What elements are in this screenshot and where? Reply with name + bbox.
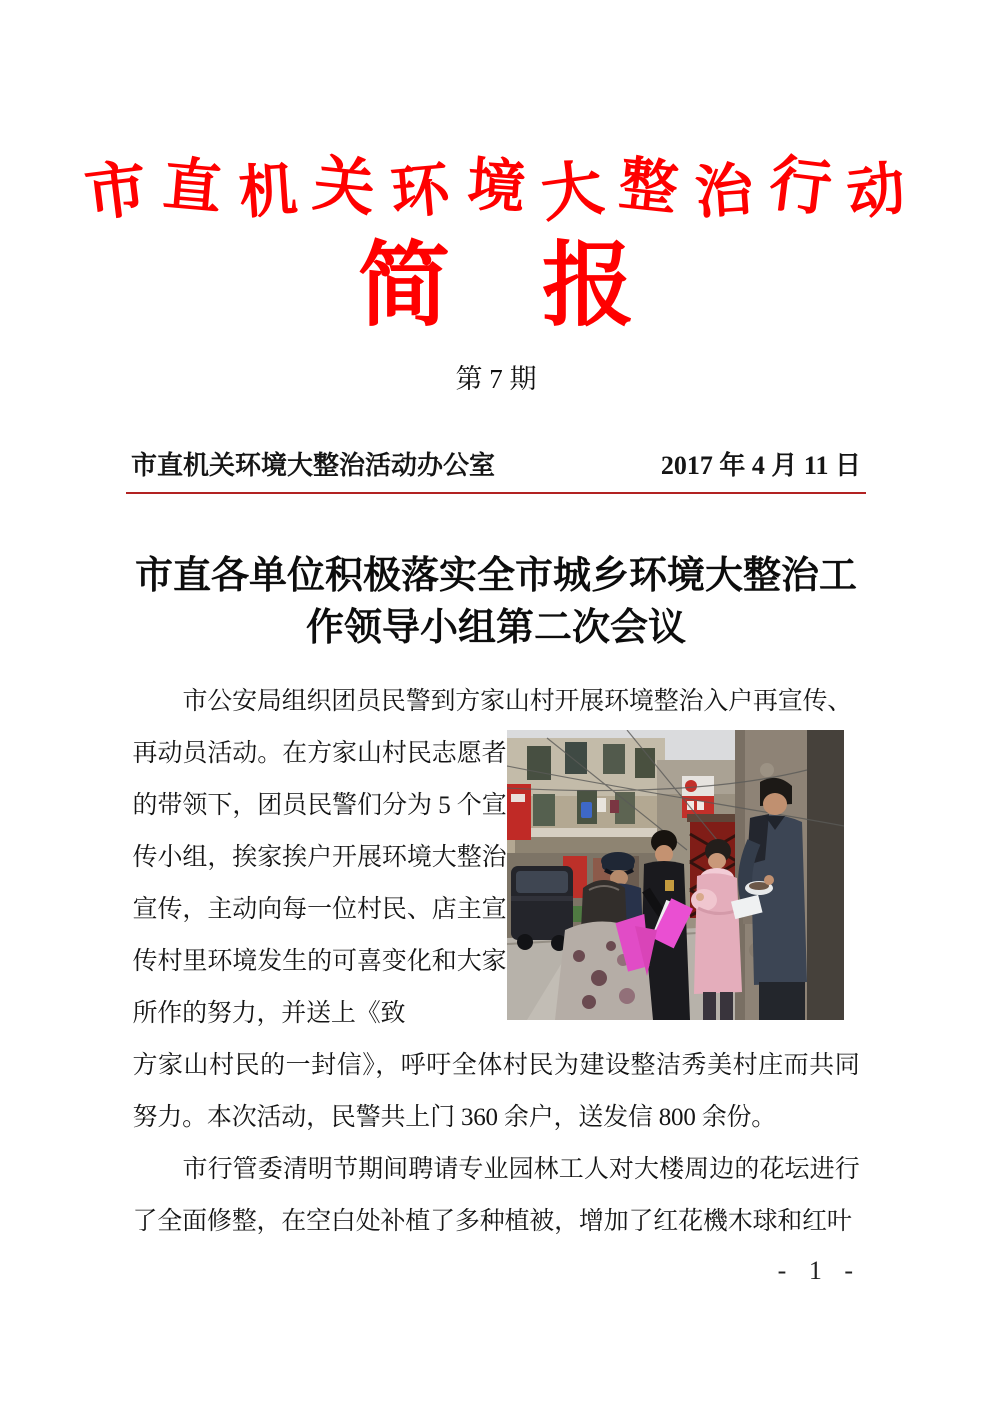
masthead-title-char: 治 bbox=[692, 157, 756, 226]
office-row bbox=[131, 450, 861, 482]
page-number: - 1 - bbox=[777, 1256, 861, 1285]
subtitle-char-bao: 报 bbox=[542, 235, 635, 337]
paragraph-1-lead-line: 市公安局组织团员民警到方家山村开展环境整治入户再宣传、 bbox=[182, 688, 853, 715]
paragraph-1-beside-photo: 再动员活动。在方家山村民志愿者的带领下，团员民警们分为 5 个宣传小组，挨家挨户开展环境大整治宣传，主动向每一位村民、店主宣传村里环境发生的可喜变化和大家所作的努力，并送上《致 bbox=[132, 740, 507, 1027]
masthead bbox=[0, 0, 992, 494]
paragraph-1-continued: 方家山村民的一封信》，呼吁全体村民为建设整洁秀美村庄而共同努力。本次活动，民警共上门 360 余户，送发信 800 余份。 bbox=[132, 1052, 860, 1131]
masthead-title bbox=[0, 148, 992, 230]
issue-date: 2017 年 4 月 11 日 bbox=[660, 451, 861, 480]
masthead-title-char: 机 bbox=[236, 157, 300, 226]
masthead-title-char: 大 bbox=[536, 153, 608, 230]
masthead-title-char: 市 bbox=[81, 153, 151, 230]
masthead-title-char: 关 bbox=[310, 149, 379, 224]
paragraph-2: 市行管委清明节期间聘请专业园林工人对大楼周边的花坛进行了全面修整，在空白处补植了多种植被，增加了红花機木球和红叶 bbox=[132, 1156, 860, 1235]
page-footer bbox=[131, 1256, 861, 1286]
masthead-title-char: 境 bbox=[465, 152, 528, 221]
article-heading: 市直各单位积极落实全市城乡环境大整治工作领导小组第二次会议 bbox=[134, 555, 857, 649]
office-name: 市直机关环境大整治活动办公室 bbox=[131, 451, 496, 480]
text-photo-row bbox=[133, 728, 860, 1040]
article-body bbox=[133, 676, 860, 1248]
masthead-title-char: 行 bbox=[765, 148, 836, 225]
article bbox=[0, 550, 992, 1248]
masthead-title-char: 整 bbox=[616, 151, 681, 222]
masthead-title-char: 环 bbox=[388, 156, 452, 227]
masthead-title-char: 动 bbox=[843, 155, 910, 228]
masthead-subtitle bbox=[0, 236, 992, 336]
street-outreach-photo bbox=[507, 730, 844, 1020]
street-photo-illustration bbox=[507, 730, 844, 1020]
red-divider-rule bbox=[126, 492, 866, 494]
masthead-title-char: 直 bbox=[160, 151, 224, 222]
subtitle-char-jian: 简 bbox=[357, 235, 450, 337]
issue-number: 第 7 期 bbox=[455, 364, 537, 394]
